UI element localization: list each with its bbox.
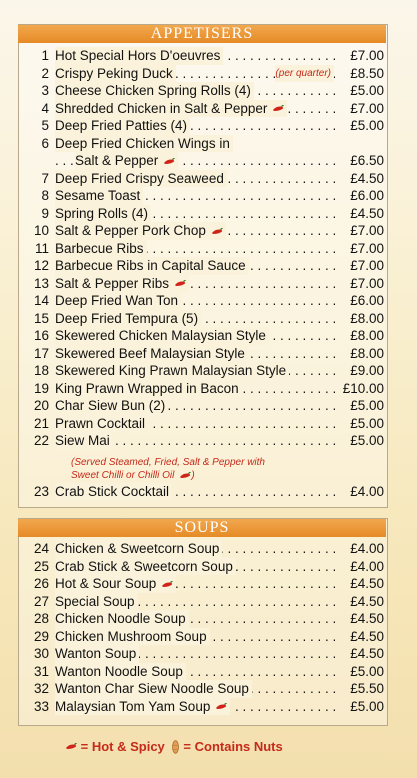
legend (60, 738, 360, 754)
menu-item-row (18, 257, 386, 275)
item-price: £7.00 (350, 240, 384, 256)
item-number: 4 (41, 100, 49, 116)
menu-item-row (18, 380, 386, 398)
item-name: Chicken & Sweetcorn Soup (55, 540, 222, 558)
item-price: £5.00 (350, 698, 384, 714)
menu-item-row (18, 100, 386, 118)
item-name: Prawn Cocktail (55, 415, 148, 433)
item-name: Deep Fried Chicken Wings in (55, 135, 233, 153)
appetisers-list (18, 47, 386, 500)
item-number: 17 (33, 345, 49, 361)
menu-item-row (18, 698, 386, 716)
item-name: Deep Fried Tempura (5) (55, 310, 201, 328)
item-number: 31 (33, 663, 49, 679)
item-name: Skewered Chicken Malaysian Style (55, 327, 269, 345)
item-name: Shredded Chicken in Salt & Pepper (55, 100, 287, 118)
item-name: Malaysian Tom Yam Soup (55, 698, 230, 716)
item-price: £5.00 (350, 663, 384, 679)
item-number: 9 (41, 205, 49, 221)
item-price: £5.00 (350, 83, 384, 98)
menu-item-row (18, 240, 386, 258)
item-number: 1 (41, 48, 49, 63)
legend-hot-label: = Hot & Spicy (80, 739, 165, 755)
item-name: Spring Rolls (4) (55, 205, 151, 223)
chili-icon (163, 158, 175, 165)
item-price: £10.00 (342, 380, 384, 396)
item-price: £5.00 (350, 415, 384, 431)
menu-item-row (18, 47, 386, 65)
item-price: £7.00 (350, 48, 384, 63)
menu-item-row (18, 575, 386, 593)
item-name: Crispy Peking Duck (55, 65, 176, 83)
menu-item-row (18, 65, 386, 83)
item-number: 30 (33, 646, 49, 661)
menu-item-row (18, 275, 386, 293)
item-name: Skewered King Prawn Malaysian Style (55, 362, 289, 380)
item-name: Crab Stick & Sweetcorn Soup (55, 558, 236, 576)
item-name: Barbecue Ribs (55, 240, 147, 258)
item-number: 26 (33, 576, 49, 591)
menu-item-row (18, 610, 386, 628)
nut-icon (172, 740, 179, 754)
menu-item-row (18, 187, 386, 205)
chili-icon (215, 703, 227, 710)
item-number: 22 (33, 433, 49, 448)
chili-icon (179, 472, 191, 479)
item-number: 32 (33, 681, 49, 696)
item-name: Barbecue Ribs in Capital Sauce (55, 257, 249, 275)
item-number: 11 (34, 240, 49, 256)
item-number: 16 (33, 328, 49, 343)
item-name: Sesame Toast (55, 187, 143, 205)
item-name: Hot & Sour Soup (55, 575, 176, 593)
item-name: Salt & Pepper Pork Chop (55, 222, 226, 240)
menu-item-row-continued (18, 152, 386, 170)
item-name: Deep Fried Patties (4) (55, 117, 190, 135)
menu-item-row (18, 663, 386, 681)
item-name: King Prawn Wrapped in Bacon (55, 380, 242, 398)
item-name: Salt & Pepper Ribs (55, 275, 189, 293)
item-number: 29 (33, 628, 49, 644)
chili-icon (211, 228, 223, 235)
menu-item-row (18, 310, 386, 328)
item-price: £4.50 (350, 170, 384, 186)
menu-item-row (18, 345, 386, 363)
item-number: 33 (33, 698, 49, 714)
chili-icon (161, 581, 173, 588)
item-price: £4.00 (350, 558, 384, 574)
item-price: £5.50 (350, 681, 384, 696)
menu-item-row (18, 82, 386, 100)
item-number: 2 (41, 65, 49, 81)
menu-item-row (18, 645, 386, 663)
item-number: 19 (33, 380, 49, 396)
item-number: 15 (33, 310, 49, 326)
item-price: £6.00 (350, 188, 384, 203)
item-price: £4.50 (350, 593, 384, 609)
menu-item-row (18, 397, 386, 415)
item-price: £4.00 (350, 483, 384, 499)
item-price: £4.50 (350, 628, 384, 644)
item-number: 5 (41, 118, 49, 133)
menu-item-row (18, 483, 386, 501)
item-price: £5.00 (350, 433, 384, 448)
item-name-continued: Salt & Pepper (75, 152, 178, 170)
item-price: £4.50 (350, 611, 384, 626)
menu-item-row (18, 292, 386, 310)
item-name: Wanton Soup (55, 645, 139, 663)
item-note: (per quarter) (275, 65, 334, 83)
item-name: Cheese Chicken Spring Rolls (4) (55, 82, 254, 100)
item-name: Hot Special Hors D'oeuvres (55, 47, 223, 65)
item-price: £6.00 (350, 293, 384, 308)
menu-item-row (18, 540, 386, 558)
item-price: £8.50 (350, 65, 384, 81)
menu-item-row (18, 432, 386, 450)
item-price: £4.50 (350, 205, 384, 221)
item-name: Special Soup (55, 593, 138, 611)
item-number: 7 (41, 170, 49, 186)
item-price: £8.00 (350, 345, 384, 361)
item-number: 3 (41, 83, 49, 98)
item-number: 10 (33, 223, 49, 238)
item-name: Crab Stick Cocktail (55, 483, 172, 501)
menu-item-row (18, 170, 386, 188)
item-number: 20 (33, 398, 49, 413)
item-name: Chicken Noodle Soup (55, 610, 189, 628)
legend-nuts-label: = Contains Nuts (183, 739, 283, 755)
menu-item-row (18, 628, 386, 646)
item-number: 25 (33, 558, 49, 574)
item-number: 21 (33, 415, 49, 431)
item-price: £4.50 (350, 646, 384, 661)
menu-item-row (18, 362, 386, 380)
item-name: Char Siew Bun (2) (55, 397, 168, 415)
menu-item-row (18, 558, 386, 576)
menu-item-row (18, 415, 386, 433)
chili-icon (272, 105, 284, 112)
item-number: 8 (41, 188, 49, 203)
item-price: £7.00 (350, 100, 384, 116)
chili-icon (174, 280, 186, 287)
item-price: £5.00 (350, 118, 384, 133)
menu-item-row (18, 327, 386, 345)
item-price: £4.00 (350, 541, 384, 556)
item-number: 23 (33, 483, 49, 499)
chili-icon (65, 743, 77, 750)
menu-item-row (18, 135, 386, 153)
item-number: 18 (33, 363, 49, 378)
item-number: 13 (33, 275, 49, 291)
appetisers-header: APPETISERS (18, 25, 386, 43)
item-name: Deep Fried Wan Ton (55, 292, 181, 310)
item-name: Chicken Mushroom Soup (55, 628, 210, 646)
item-price: £8.00 (350, 328, 384, 343)
item-price: £7.00 (350, 223, 384, 238)
item-number: 12 (33, 258, 49, 273)
menu-item-row (18, 593, 386, 611)
item-price: £9.00 (350, 363, 384, 378)
item-price: £7.00 (350, 275, 384, 291)
served-note: (Served Steamed, Fried, Salt & Pepper with Sweet Chilli or Chilli Oil ) (71, 457, 265, 481)
menu-item-row (18, 205, 386, 223)
item-number: 24 (33, 541, 49, 556)
item-price: £4.50 (350, 576, 384, 591)
item-name: Wanton Char Siew Noodle Soup (55, 680, 252, 698)
item-price: £7.00 (350, 258, 384, 273)
soups-list (18, 540, 386, 715)
item-name: Wanton Noodle Soup (55, 663, 186, 681)
menu-item-row (18, 680, 386, 698)
item-name: Deep Fried Crispy Seaweed (55, 170, 227, 188)
item-number: 28 (33, 611, 49, 626)
item-name: Skewered Beef Malaysian Style (55, 345, 248, 363)
menu-item-row (18, 222, 386, 240)
item-price: £5.00 (350, 398, 384, 413)
item-number: 14 (33, 293, 49, 308)
item-name: Siew Mai (55, 432, 113, 450)
soups-header: SOUPS (18, 519, 386, 537)
menu-item-row (18, 117, 386, 135)
item-price: £6.50 (350, 153, 384, 168)
item-number: 27 (33, 593, 49, 609)
item-price: £8.00 (350, 310, 384, 326)
item-number: 6 (41, 135, 49, 151)
